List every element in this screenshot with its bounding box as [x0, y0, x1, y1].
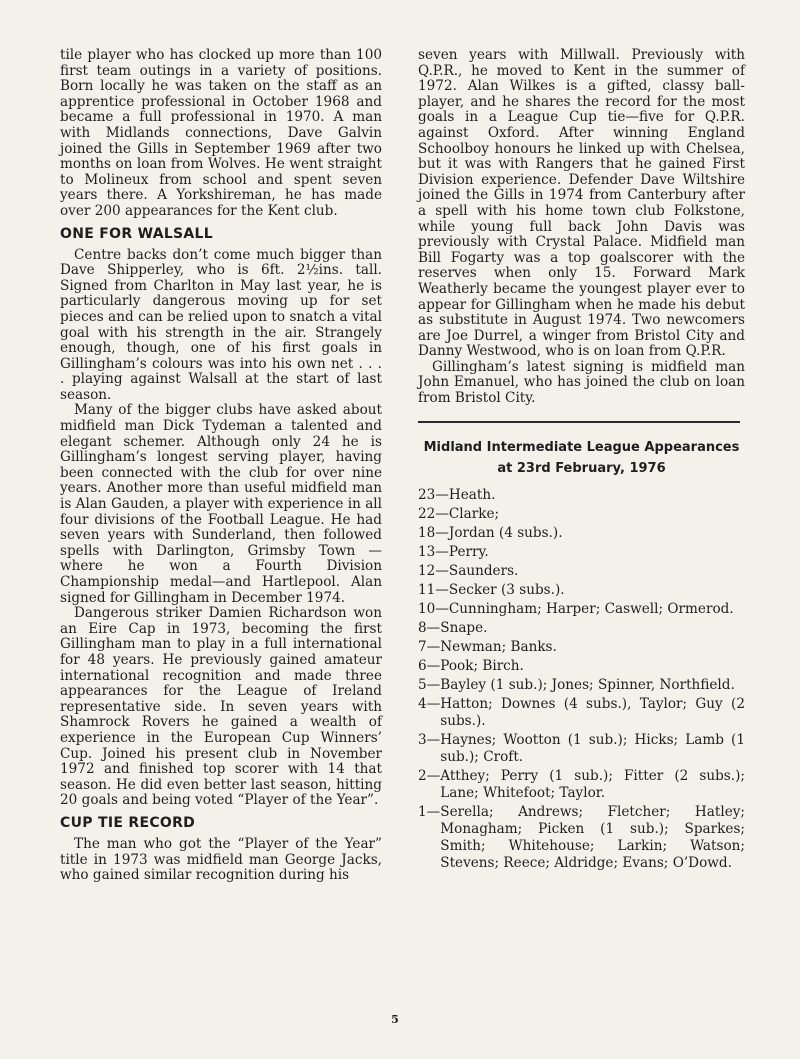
appearance-players: Perry. [448, 543, 489, 560]
left-column [60, 48, 382, 884]
cup-paragraph-1: The man who got the “Player of the Year” title in 1973 was midfield man George Jacks, who gained similar recognition during his [60, 835, 382, 884]
heading-cup-tie-record: CUP TIE RECORD [60, 814, 196, 831]
appearance-players: Serella; Andrews; Fletcher; Hatley; Monagham; Picken (1 sub.); Sparkes; Smith; Whitehouse; Larkin; Watson; Stevens; Reece; Aldridge; Evans; O’Dowd. [440, 803, 745, 871]
appearance-row [418, 620, 745, 637]
appearance-count: 6— [418, 657, 441, 674]
appearance-players: Saunders. [448, 562, 519, 579]
page-number: 5 [391, 1013, 399, 1026]
appearance-count: 8— [418, 619, 441, 636]
section-divider [418, 421, 740, 423]
appearance-players: Bayley (1 sub.); Jones; Spinner, Northfield. [440, 676, 735, 693]
appearance-count: 13— [418, 543, 449, 560]
appearance-count: 3— [418, 731, 441, 748]
appearance-players: Secker (3 subs.). [448, 581, 565, 598]
appearance-count: 5— [418, 676, 441, 693]
appearances-table-title [418, 437, 745, 479]
appearance-players: Haynes; Wootton (1 sub.); Hicks; Lamb (1 sub.); Croft. [440, 731, 745, 765]
appearance-row [418, 563, 745, 580]
right-column [418, 48, 745, 874]
appearance-count: 22— [418, 505, 449, 522]
appearance-players: Newman; Banks. [440, 638, 557, 655]
appearance-players: Clarke; [448, 505, 500, 522]
appearance-row [418, 768, 745, 802]
appearance-count: 11— [418, 581, 449, 598]
appearance-row [418, 658, 745, 675]
appearance-players: Atthey; Perry (1 sub.); Fitter (2 subs.); Lane; Whitefoot; Taylor. [440, 767, 745, 801]
appearance-count: 18— [418, 524, 449, 541]
appearance-row [418, 804, 745, 872]
appearance-players: Pook; Birch. [440, 657, 524, 674]
appearance-row [418, 639, 745, 656]
appearance-row [418, 732, 745, 766]
appearance-row [418, 677, 745, 694]
appearance-row [418, 582, 745, 599]
walsall-paragraph-3: Dangerous striker Damien Richardson won an Eire Cap in 1973, becoming the first Gillingham man to play in a full international for 48 years. He previously gained amateur international recognition and made three appearances for the League of Ireland representative side. In seven years with Shamrock Rovers he gained a wealth of experience in the European Cup Winners’ Cup. Joined his present club in November 1972 and finished top scorer with 14 that season. He did even better last season, hitting 20 goals and being voted “Player of the Year”. [60, 605, 382, 809]
appearance-row [418, 696, 745, 730]
intro-paragraph: tile player who has clocked up more than 100 first team outings in a variety of positions. Born locally he was taken on the staff as an apprentice professional in October 1968 and became a full professional in 1970. A man with Midlands connections, Dave Galvin joined the Gills in September 1969 after two months on loan from Wolves. He went straight to Molineux from school and spent seven years there. A Yorkshireman, he has made over 200 appearances for the Kent club. [60, 47, 382, 219]
appearance-count: 2— [418, 767, 441, 784]
appearance-row [418, 487, 745, 504]
appearance-count: 4— [418, 695, 441, 712]
appearance-players: Jordan (4 subs.). [448, 524, 563, 541]
appearance-count: 12— [418, 562, 449, 579]
appearance-count: 1— [418, 803, 441, 820]
walsall-paragraph-2: Many of the bigger clubs have asked about midfield man Dick Tydeman a talented and elegant schemer. Although only 24 he is Gillingham’s longest serving player, having been connected with the club for over nine years. Another more than useful midfield man is Alan Gauden, a player with experience in all four divisions of the Football League. He had seven years with Sunderland, then followed spells with Darlington, Grimsby Town — where he won a Fourth Division Championship medal—and Hartlepool. Alan signed for Gillingham in December 1974. [60, 402, 382, 606]
appearance-row [418, 544, 745, 561]
appearances-title-line-1: Midland Intermediate League Appearances [423, 439, 740, 455]
heading-one-for-walsall: ONE FOR WALSALL [60, 225, 214, 242]
appearance-row [418, 525, 745, 542]
appearance-count: 10— [418, 600, 449, 617]
appearance-count: 7— [418, 638, 441, 655]
appearance-row [418, 506, 745, 523]
appearance-players: Snape. [440, 619, 488, 636]
appearances-title-line-2: at 23rd February, 1976 [497, 460, 666, 476]
appearance-players: Heath. [448, 486, 496, 503]
appearance-players: Hatton; Downes (4 subs.), Taylor; Guy (2 subs.). [440, 695, 745, 729]
appearance-row [418, 601, 745, 618]
walsall-paragraph-1: Centre backs don’t come much bigger than Dave Shipperley, who is 6ft. 2½ins. tall. Signed from Charlton in May last year, he is particularly dangerous moving up for set pieces and can be relied upon to snatch a vital goal with his strength in the air. Strangely enough, though, one of his first goals in Gillingham’s colours was into his own net . . . . playing against Walsall at the start of last season. [60, 246, 382, 403]
continued-paragraph-1: seven years with Millwall. Previously with Q.P.R., he moved to Kent in the summer of 1972. Alan Wilkes is a gifted, classy ball-player, and he shares the record for the most goals in a League Cup tie—five for Q.P.R. against Oxford. After winning England Schoolboy honours he linked up with Chelsea, but it was with Rangers that he gained First Division experience. Defender Dave Wiltshire joined the Gills in 1974 from Canterbury after a spell with his home town club Folkstone, while young full back John Davis was previously with Crystal Palace. Midfield man Bill Fogarty was a top goalscorer with the reserves when only 15. Forward Mark Weatherly became the youngest player ever to appear for Gillingham when he made his debut as substitute in August 1974. Two newcomers are Joe Durrel, a winger from Bristol City and Danny Westwood, who is on loan from Q.P.R. [418, 47, 745, 360]
continued-paragraph-2: Gillingham’s latest signing is midfield man John Emanuel, who has joined the club on loan from Bristol City. [418, 358, 745, 407]
appearances-list [418, 487, 745, 872]
appearance-players: Cunningham; Harper; Caswell; Ormerod. [448, 600, 734, 617]
appearance-count: 23— [418, 486, 449, 503]
